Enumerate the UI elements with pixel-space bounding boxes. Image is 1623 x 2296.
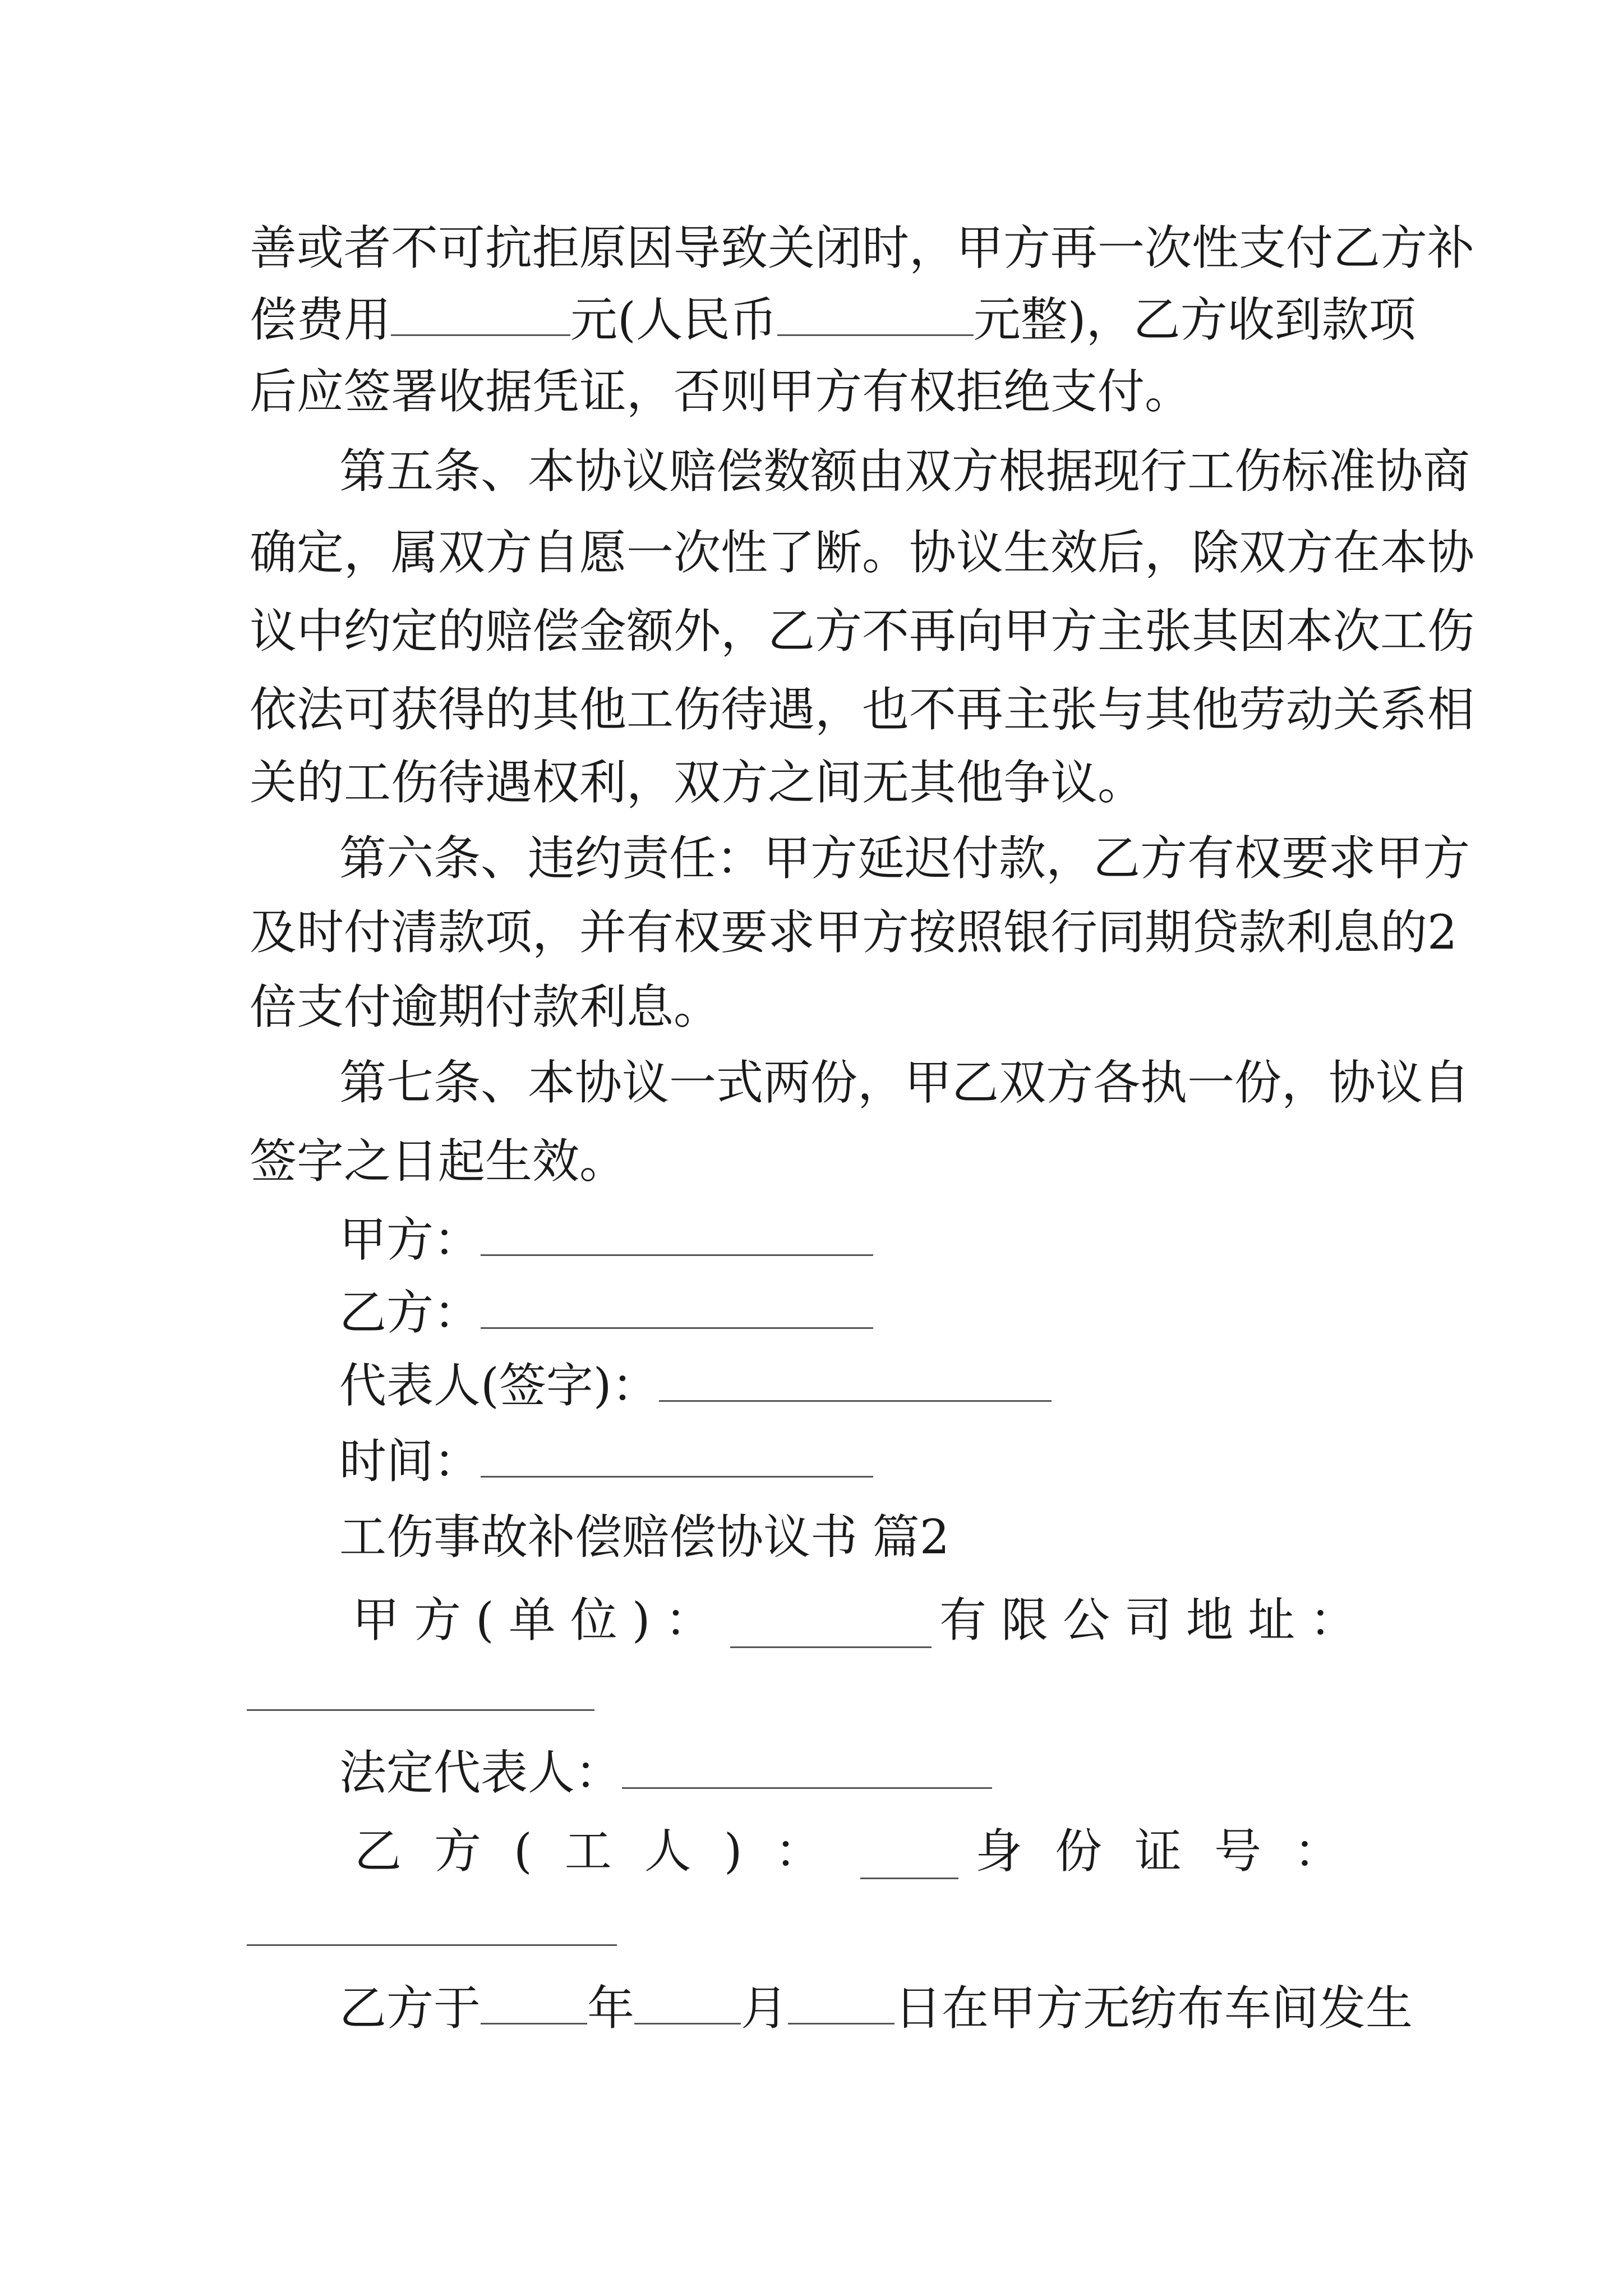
blank-field bbox=[777, 296, 974, 336]
paragraph-line bbox=[250, 292, 1416, 348]
article-7-line: 第七条、本协议一式两份，甲乙双方各执一份，协议自 bbox=[339, 1055, 1470, 1110]
paragraph-line: 善或者不可抗拒原因导致关闭时，甲方再一次性支付乙方补 bbox=[250, 220, 1475, 275]
signature-party-a bbox=[339, 1212, 873, 1268]
text-fragment: 偿费用 bbox=[250, 292, 391, 347]
text-fragment: 元整)，乙方收到款项 bbox=[973, 292, 1416, 347]
signature-blank bbox=[659, 1362, 1052, 1402]
blank-field bbox=[391, 296, 570, 336]
signature-date bbox=[339, 1433, 873, 1489]
signature-label: 甲方： bbox=[339, 1212, 481, 1267]
field-label: 法定代表人： bbox=[339, 1745, 623, 1800]
article-6-line: 第六条、违约责任：甲方延迟付款，乙方有权要求甲方 bbox=[339, 831, 1470, 886]
field-label: 有限公司地址： bbox=[939, 1593, 1371, 1648]
field-label: 乙方(工人)： bbox=[354, 1824, 855, 1879]
blank-field bbox=[247, 1709, 594, 1711]
text-fragment: 乙方于 bbox=[339, 1981, 481, 2036]
text-fragment: 年 bbox=[587, 1981, 635, 2036]
text-fragment: 月 bbox=[741, 1981, 789, 2036]
article-5-line: 确定，属双方自愿一次性了断。协议生效后，除双方在本协 bbox=[250, 525, 1475, 580]
paragraph-line: 后应签署收据凭证，否则甲方有权拒绝支付。 bbox=[250, 364, 1192, 419]
article-5-line: 第五条、本协议赔偿数额由双方根据现行工伤标准协商 bbox=[339, 444, 1470, 499]
blank-field bbox=[788, 1985, 895, 2024]
section-title: 工伤事故补偿赔偿协议书 篇2 bbox=[339, 1510, 950, 1565]
blank-field bbox=[634, 1985, 741, 2024]
article-5-line: 关的工伤待遇权利，双方之间无其他争议。 bbox=[250, 755, 1145, 810]
signature-representative bbox=[339, 1358, 1052, 1414]
article-6-line: 倍支付逾期付款利息。 bbox=[250, 979, 721, 1034]
party-b-worker-line bbox=[354, 1823, 1373, 1879]
blank-field bbox=[730, 1608, 932, 1648]
article-6-line: 及时付清款项，并有权要求甲方按照银行同期贷款利息的2 bbox=[250, 905, 1458, 960]
article-7-line: 签字之日起生效。 bbox=[250, 1134, 627, 1189]
article-5-line: 议中约定的赔偿金额外，乙方不再向甲方主张其因本次工伤 bbox=[250, 604, 1475, 659]
incident-line bbox=[339, 1980, 1413, 2036]
text-fragment: 元(人民币 bbox=[570, 292, 777, 347]
signature-label: 代表人(签字)： bbox=[339, 1358, 659, 1413]
signature-blank bbox=[481, 1289, 873, 1329]
field-label: 身份证号： bbox=[975, 1824, 1373, 1879]
blank-field bbox=[622, 1749, 992, 1789]
article-5-line: 依法可获得的其他工伤待遇，也不再主张与其他劳动关系相 bbox=[250, 682, 1475, 737]
text-fragment: 日在甲方无纺布车间发生 bbox=[895, 1981, 1413, 2036]
blank-field bbox=[481, 1985, 587, 2024]
signature-label: 乙方： bbox=[339, 1285, 481, 1340]
party-a-unit-line bbox=[352, 1592, 1371, 1648]
field-label: 甲方(单位)： bbox=[352, 1593, 727, 1648]
signature-blank bbox=[481, 1216, 873, 1256]
signature-label: 时间： bbox=[339, 1434, 481, 1489]
blank-field bbox=[247, 1944, 617, 1946]
blank-field bbox=[860, 1839, 958, 1879]
legal-rep-line bbox=[339, 1745, 992, 1801]
signature-blank bbox=[481, 1438, 873, 1478]
signature-party-b bbox=[339, 1285, 873, 1341]
